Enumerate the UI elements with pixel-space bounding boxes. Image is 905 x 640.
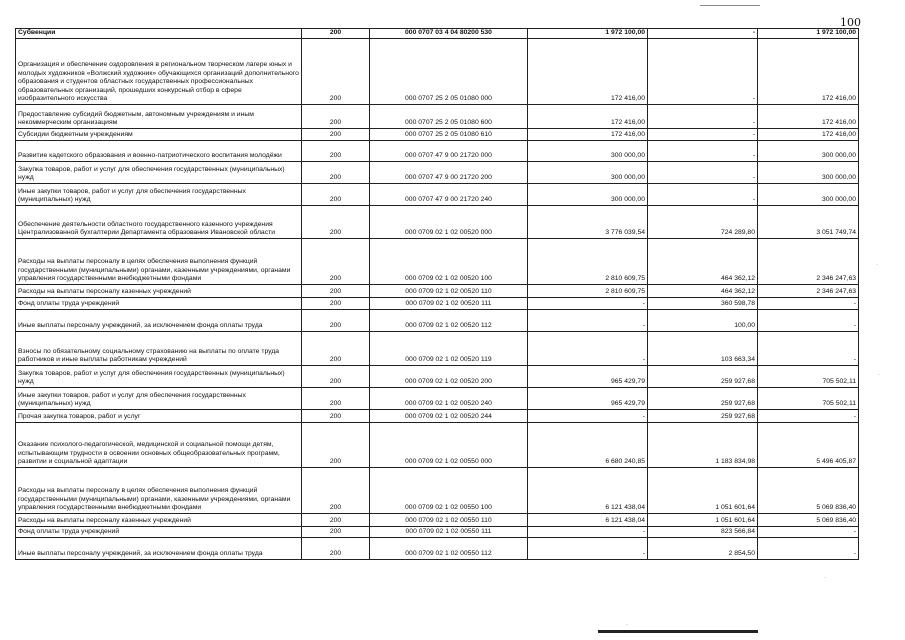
row-budget-code <box>370 285 528 298</box>
row-grbs-code <box>302 423 370 468</box>
row-budget-code-text: 000 0709 02 1 02 00550 110 <box>405 517 492 524</box>
row-remaining-amount <box>758 538 859 560</box>
row-grbs-code <box>302 514 370 527</box>
row-budget-code-text: 000 0709 02 1 02 00520 112 <box>405 322 492 329</box>
row-remaining-amount-text: - <box>853 550 856 557</box>
row-name-text: Субсидии бюджетным учреждениям <box>18 131 133 138</box>
row-executed-amount <box>648 184 758 206</box>
row-budget-code <box>370 184 528 206</box>
row-remaining-amount-text: 300 000,00 <box>821 174 856 181</box>
table-row <box>16 388 859 410</box>
row-budget-code <box>370 538 528 560</box>
row-grbs-code <box>302 129 370 141</box>
row-name <box>16 29 302 39</box>
row-budget-code <box>370 332 528 366</box>
table-row <box>16 239 859 285</box>
page-number: 100 <box>840 16 861 29</box>
row-name <box>16 423 302 468</box>
row-remaining-amount <box>758 239 859 285</box>
row-executed-amount-text: 1 183 834,98 <box>715 458 755 465</box>
row-grbs-code <box>302 527 370 538</box>
scan-speck: · <box>626 622 628 628</box>
row-budget-code-text: 000 0709 02 1 02 00520 244 <box>405 413 492 420</box>
table-row <box>16 468 859 514</box>
row-approved-amount-text: 965 429,79 <box>610 378 645 385</box>
row-budget-code-text: 000 0709 02 1 02 00520 000 <box>405 229 492 236</box>
row-name-text: Закупка товаров, работ и услуг для обеспечения государственных (муниципальных) нужд <box>18 369 285 385</box>
row-approved-amount <box>528 514 648 527</box>
row-grbs-code-text: 200 <box>329 550 342 557</box>
row-executed-amount <box>648 129 758 141</box>
row-remaining-amount <box>758 129 859 141</box>
row-executed-amount-text: 259 927,68 <box>720 400 755 407</box>
row-remaining-amount <box>758 410 859 423</box>
row-name <box>16 388 302 410</box>
row-name <box>16 162 302 184</box>
row-budget-code-text: 000 0709 02 1 02 00520 240 <box>405 400 492 407</box>
row-remaining-amount <box>758 514 859 527</box>
row-remaining-amount <box>758 206 859 239</box>
row-approved-amount-text: - <box>642 300 645 307</box>
row-executed-amount <box>648 239 758 285</box>
row-grbs-code <box>302 39 370 105</box>
scan-speck: · <box>878 372 880 378</box>
row-executed-amount-text: - <box>752 131 755 138</box>
table-row <box>16 527 859 538</box>
row-executed-amount-text: 100,00 <box>734 322 755 329</box>
row-name-text: Иные выплаты персоналу учреждений, за исключением фонда оплаты труда <box>18 322 263 329</box>
row-executed-amount-text: 2 854,50 <box>728 550 755 557</box>
row-remaining-amount <box>758 105 859 129</box>
row-remaining-amount-text: - <box>853 356 856 363</box>
row-budget-code <box>370 468 528 514</box>
row-grbs-code <box>302 332 370 366</box>
row-name-text: Организация и обеспечение оздоровления в региональном творческом лагере юных и молодых художников «Волжский художник» обучающихся организаций дополнительного образования и студентов областных государственных профессиональных образовательных организаций, прошедших конкурсный отбор в сфере изобразительного искусства <box>18 61 299 102</box>
row-grbs-code <box>302 141 370 162</box>
table-row <box>16 129 859 141</box>
row-budget-code-text: 000 0709 02 1 02 00520 110 <box>405 288 492 295</box>
row-approved-amount-text: - <box>642 356 645 363</box>
row-name <box>16 538 302 560</box>
table-row <box>16 206 859 239</box>
row-approved-amount-text: 6 121 438,04 <box>605 504 645 511</box>
row-budget-code <box>370 39 528 105</box>
row-approved-amount <box>528 184 648 206</box>
row-remaining-amount <box>758 468 859 514</box>
row-grbs-code-text: 200 <box>329 152 342 159</box>
row-executed-amount-text: 259 927,68 <box>720 378 755 385</box>
row-executed-amount <box>648 410 758 423</box>
row-executed-amount-text: 259 927,68 <box>720 413 755 420</box>
table-row <box>16 39 859 105</box>
row-executed-amount <box>648 285 758 298</box>
row-approved-amount-text: 300 000,00 <box>610 152 645 159</box>
row-remaining-amount-text: - <box>853 300 856 307</box>
row-budget-code-text: 000 0709 02 1 02 00520 100 <box>405 275 492 282</box>
row-approved-amount <box>528 129 648 141</box>
row-approved-amount <box>528 206 648 239</box>
row-grbs-code-text: 200 <box>329 517 342 524</box>
row-approved-amount <box>528 527 648 538</box>
row-budget-code <box>370 423 528 468</box>
row-name-text: Взносы по обязательному социальному страхованию на выплаты по оплате труда работников и иные выплаты работникам учреждений <box>18 347 280 363</box>
table-row <box>16 141 859 162</box>
row-approved-amount <box>528 105 648 129</box>
row-grbs-code-text: 200 <box>329 356 342 363</box>
row-budget-code <box>370 105 528 129</box>
row-approved-amount-text: 2 810 609,75 <box>605 275 645 282</box>
row-grbs-code-text: 200 <box>329 528 342 535</box>
row-grbs-code <box>302 162 370 184</box>
row-budget-code-text: 000 0709 02 1 02 00550 100 <box>405 504 492 511</box>
row-budget-code-text: 000 0709 02 1 02 00550 111 <box>405 528 492 535</box>
row-name-text: Расходы на выплаты персоналу в целях обеспечения выполнения функций государственными (муниципальными) органами, казенными учреждениями, органами управления государственными внебюджетными фондами <box>18 487 291 511</box>
row-budget-code <box>370 310 528 332</box>
row-name-text: Расходы на выплаты персоналу в целях обеспечения выполнения функций государственными (муниципальными) органами, казенными учреждениями, органами управления государственными внебюджетными фондами <box>18 258 291 282</box>
row-name-text: Предоставление субсидий бюджетным, автономным учреждениям и иным некоммерческим организациям <box>18 110 254 126</box>
row-executed-amount-text: - <box>752 174 755 181</box>
row-budget-code-text: 000 0707 25 2 05 01080 600 <box>405 119 492 126</box>
row-remaining-amount <box>758 29 859 39</box>
row-grbs-code-text: 200 <box>329 229 342 236</box>
row-name <box>16 527 302 538</box>
row-budget-code <box>370 410 528 423</box>
row-executed-amount-text: 464 362,12 <box>720 288 755 295</box>
row-grbs-code <box>302 538 370 560</box>
row-budget-code <box>370 129 528 141</box>
row-approved-amount-text: 6 680 240,85 <box>605 458 645 465</box>
row-approved-amount <box>528 141 648 162</box>
row-name <box>16 366 302 388</box>
row-executed-amount <box>648 538 758 560</box>
row-remaining-amount <box>758 39 859 105</box>
row-grbs-code <box>302 298 370 310</box>
row-executed-amount <box>648 206 758 239</box>
row-approved-amount-text: - <box>642 413 645 420</box>
row-remaining-amount-text: 5 069 836,40 <box>816 504 856 511</box>
row-name-text: Расходы на выплаты персоналу казенных учреждений <box>18 288 191 295</box>
row-approved-amount <box>528 538 648 560</box>
row-executed-amount <box>648 388 758 410</box>
table-row <box>16 310 859 332</box>
scan-speck: · <box>876 262 878 268</box>
row-approved-amount-text: - <box>642 528 645 535</box>
row-name-text: Развитие кадетского образования и военно-патриотического воспитания молодёжи <box>18 152 282 159</box>
row-remaining-amount-text: - <box>853 322 856 329</box>
row-executed-amount <box>648 366 758 388</box>
row-approved-amount <box>528 310 648 332</box>
row-grbs-code-text: 200 <box>329 378 342 385</box>
row-executed-amount <box>648 332 758 366</box>
row-remaining-amount-text: 172 416,00 <box>821 131 856 138</box>
table-row <box>16 298 859 310</box>
row-executed-amount-text: 103 663,34 <box>720 356 755 363</box>
row-grbs-code <box>302 105 370 129</box>
row-name <box>16 141 302 162</box>
row-remaining-amount-text: 5 496 405,87 <box>816 458 856 465</box>
row-approved-amount-text: 3 776 039,54 <box>605 229 645 236</box>
row-budget-code-text: 000 0707 47 9 00 21720 200 <box>405 174 492 181</box>
row-remaining-amount-text: 705 502,11 <box>822 378 856 385</box>
row-grbs-code-text: 200 <box>329 400 342 407</box>
row-approved-amount <box>528 388 648 410</box>
row-executed-amount <box>648 162 758 184</box>
row-name-text: Иные выплаты персоналу учреждений, за исключением фонда оплаты труда <box>18 550 263 557</box>
row-grbs-code <box>302 29 370 39</box>
row-remaining-amount <box>758 423 859 468</box>
row-name-text: Фонд оплаты труда учреждений <box>18 300 120 307</box>
row-remaining-amount-text: - <box>853 528 856 535</box>
row-approved-amount <box>528 468 648 514</box>
row-remaining-amount-text: 172 416,00 <box>821 95 856 102</box>
row-grbs-code-text: 200 <box>329 275 342 282</box>
row-executed-amount-text: 1 051 601,64 <box>715 517 755 524</box>
row-remaining-amount-text: 300 000,00 <box>821 196 856 203</box>
row-grbs-code-text: 200 <box>329 322 342 329</box>
row-budget-code-text: 000 0707 25 2 05 01080 000 <box>405 95 492 102</box>
row-grbs-code-text: 200 <box>329 413 342 420</box>
table-row <box>16 514 859 527</box>
row-approved-amount-text: 172 416,00 <box>610 131 645 138</box>
row-approved-amount-text: - <box>642 322 645 329</box>
row-approved-amount <box>528 410 648 423</box>
row-approved-amount-text: 172 416,00 <box>610 95 645 102</box>
row-executed-amount-text: 1 051 601,64 <box>715 504 755 511</box>
row-approved-amount-text: - <box>642 550 645 557</box>
row-budget-code <box>370 206 528 239</box>
row-budget-code-text: 000 0707 47 9 00 21720 000 <box>405 152 492 159</box>
row-budget-code <box>370 29 528 39</box>
row-name-text: Иные закупки товаров, работ и услуг для обеспечения государственных (муниципальных) нужд <box>18 187 246 203</box>
row-name <box>16 310 302 332</box>
row-grbs-code <box>302 366 370 388</box>
row-remaining-amount <box>758 184 859 206</box>
row-name-text: Прочая закупка товаров, работ и услуг <box>18 413 141 420</box>
top-rule <box>700 5 760 6</box>
row-grbs-code-text: 200 <box>329 458 342 465</box>
row-remaining-amount-text: 300 000,00 <box>821 152 856 159</box>
row-budget-code <box>370 527 528 538</box>
row-name <box>16 39 302 105</box>
row-executed-amount-text: - <box>752 119 755 126</box>
row-name-text: Субвенции <box>18 29 56 36</box>
row-remaining-amount-text: 172 416,00 <box>821 119 856 126</box>
row-executed-amount-text: - <box>752 152 755 159</box>
row-grbs-code-text: 200 <box>329 196 342 203</box>
row-name-text: Оказание психолого-педагогической, медицинской и социальной помощи детям, испытывающим трудности в освоении основных общеобразовательных программ, развитии и социальной адаптации <box>18 441 280 465</box>
table-row <box>16 184 859 206</box>
row-grbs-code <box>302 468 370 514</box>
row-grbs-code <box>302 410 370 423</box>
scan-speck: · <box>824 575 826 581</box>
row-approved-amount-text: 965 429,79 <box>610 400 645 407</box>
row-approved-amount <box>528 332 648 366</box>
row-name <box>16 298 302 310</box>
row-remaining-amount-text: 5 069 836,40 <box>816 517 856 524</box>
row-budget-code-text: 000 0709 02 1 02 00520 119 <box>405 356 492 363</box>
row-name-text: Обеспечение деятельности областного государственного казенного учреждения Централизованной бухгалтерии Департамента образования Ивановской области <box>18 220 276 236</box>
row-name <box>16 129 302 141</box>
row-remaining-amount <box>758 162 859 184</box>
row-approved-amount-text: 2 810 609,75 <box>605 288 645 295</box>
row-budget-code-text: 000 0707 03 4 04 80200 530 <box>405 29 492 36</box>
row-name-text: Иные закупки товаров, работ и услуг для обеспечения государственных (муниципальных) нужд <box>18 391 246 407</box>
row-executed-amount <box>648 39 758 105</box>
row-budget-code <box>370 239 528 285</box>
row-grbs-code-text: 200 <box>329 119 342 126</box>
row-approved-amount <box>528 29 648 39</box>
table-row <box>16 162 859 184</box>
row-executed-amount-text: - <box>752 29 755 36</box>
row-budget-code-text: 000 0709 02 1 02 00550 112 <box>405 550 492 557</box>
row-executed-amount-text: 823 566,84 <box>720 528 755 535</box>
row-remaining-amount-text: 1 972 100,00 <box>816 29 856 36</box>
row-budget-code-text: 000 0707 47 9 00 21720 240 <box>405 196 492 203</box>
row-budget-code-text: 000 0707 25 2 05 01080 610 <box>405 131 492 138</box>
row-executed-amount <box>648 423 758 468</box>
row-grbs-code-text: 200 <box>329 95 342 102</box>
bottom-rule <box>598 630 758 633</box>
row-approved-amount <box>528 239 648 285</box>
row-budget-code-text: 000 0709 02 1 02 00550 000 <box>405 458 492 465</box>
row-approved-amount-text: 6 121 438,04 <box>605 517 645 524</box>
row-remaining-amount <box>758 332 859 366</box>
row-name <box>16 410 302 423</box>
row-executed-amount-text: 360 598,78 <box>720 300 755 307</box>
table-row <box>16 423 859 468</box>
row-grbs-code <box>302 310 370 332</box>
row-remaining-amount <box>758 527 859 538</box>
row-budget-code <box>370 514 528 527</box>
row-executed-amount-text: 464 362,12 <box>720 275 755 282</box>
row-grbs-code-text: 200 <box>329 29 342 36</box>
row-budget-code <box>370 366 528 388</box>
row-approved-amount-text: 300 000,00 <box>610 174 645 181</box>
row-grbs-code <box>302 239 370 285</box>
row-name <box>16 105 302 129</box>
row-budget-code <box>370 162 528 184</box>
row-name <box>16 468 302 514</box>
table-row <box>16 538 859 560</box>
table-row <box>16 410 859 423</box>
row-remaining-amount <box>758 298 859 310</box>
row-grbs-code <box>302 184 370 206</box>
row-budget-code <box>370 388 528 410</box>
budget-table <box>15 28 859 560</box>
row-executed-amount <box>648 105 758 129</box>
row-grbs-code-text: 200 <box>329 504 342 511</box>
row-approved-amount-text: 300 000,00 <box>610 196 645 203</box>
row-grbs-code <box>302 206 370 239</box>
row-grbs-code-text: 200 <box>329 300 342 307</box>
row-approved-amount <box>528 423 648 468</box>
row-grbs-code-text: 200 <box>329 174 342 181</box>
row-approved-amount <box>528 39 648 105</box>
row-approved-amount <box>528 366 648 388</box>
row-name <box>16 239 302 285</box>
row-approved-amount-text: 172 416,00 <box>610 119 645 126</box>
row-budget-code-text: 000 0709 02 1 02 00520 111 <box>405 300 492 307</box>
row-name <box>16 514 302 527</box>
row-remaining-amount-text: - <box>853 413 856 420</box>
row-name-text: Закупка товаров, работ и услуг для обеспечения государственных (муниципальных) нужд <box>18 165 285 181</box>
row-remaining-amount <box>758 310 859 332</box>
row-name <box>16 285 302 298</box>
row-approved-amount-text: 1 972 100,00 <box>605 29 645 36</box>
row-name <box>16 184 302 206</box>
table-row <box>16 105 859 129</box>
row-executed-amount <box>648 514 758 527</box>
row-budget-code <box>370 141 528 162</box>
row-grbs-code-text: 200 <box>329 288 342 295</box>
budget-table-body <box>16 29 859 560</box>
row-executed-amount <box>648 298 758 310</box>
row-grbs-code <box>302 388 370 410</box>
row-approved-amount <box>528 298 648 310</box>
row-remaining-amount-text: 2 346 247,63 <box>816 288 856 295</box>
row-remaining-amount-text: 705 502,11 <box>822 400 856 407</box>
table-row <box>16 332 859 366</box>
row-name <box>16 206 302 239</box>
row-remaining-amount-text: 2 346 247,63 <box>816 275 856 282</box>
row-approved-amount <box>528 285 648 298</box>
row-executed-amount <box>648 527 758 538</box>
row-executed-amount-text: - <box>752 95 755 102</box>
row-executed-amount-text: 724 289,80 <box>720 229 755 236</box>
row-name-text: Расходы на выплаты персоналу казенных учреждений <box>18 517 191 524</box>
row-executed-amount <box>648 141 758 162</box>
row-remaining-amount <box>758 141 859 162</box>
row-budget-code <box>370 298 528 310</box>
row-budget-code-text: 000 0709 02 1 02 00520 200 <box>405 378 492 385</box>
table-row <box>16 285 859 298</box>
table-row <box>16 29 859 39</box>
row-name-text: Фонд оплаты труда учреждений <box>18 528 120 535</box>
row-remaining-amount <box>758 388 859 410</box>
row-grbs-code-text: 200 <box>329 131 342 138</box>
row-name <box>16 332 302 366</box>
row-remaining-amount <box>758 366 859 388</box>
row-approved-amount <box>528 162 648 184</box>
table-row <box>16 366 859 388</box>
row-executed-amount <box>648 29 758 39</box>
row-executed-amount <box>648 468 758 514</box>
row-executed-amount <box>648 310 758 332</box>
row-executed-amount-text: - <box>752 196 755 203</box>
row-remaining-amount-text: 3 051 749,74 <box>816 229 856 236</box>
row-grbs-code <box>302 285 370 298</box>
row-remaining-amount <box>758 285 859 298</box>
